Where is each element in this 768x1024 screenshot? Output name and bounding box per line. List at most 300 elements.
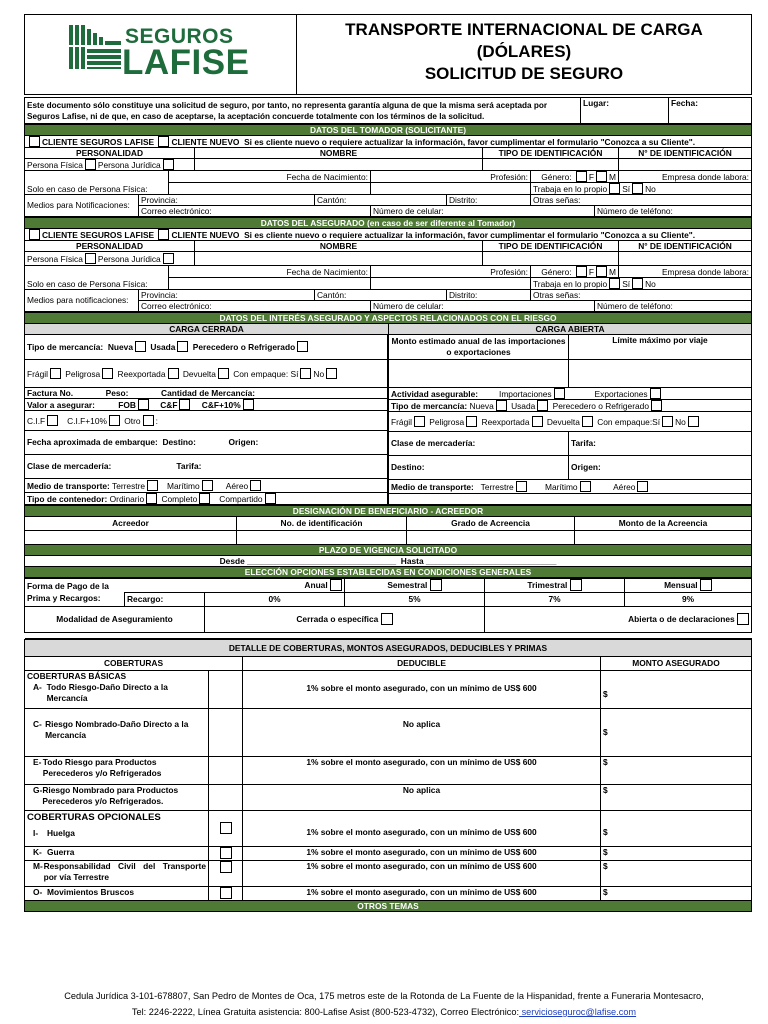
aseg-correo-field[interactable]	[139, 301, 371, 312]
aseg-trabaja-field	[531, 278, 656, 290]
terrestre-checkbox[interactable]	[147, 480, 158, 491]
nueva-checkbox[interactable]	[135, 341, 146, 352]
aereo-checkbox[interactable]	[250, 480, 261, 491]
cliente-nuevo-label: CLIENTE NUEVO	[171, 137, 240, 147]
monto-estimado-field[interactable]	[389, 359, 569, 387]
cob-g-check-cell[interactable]	[209, 784, 243, 810]
contenedor-label: Tipo de contenedor:	[27, 493, 108, 504]
limite-label: Límite máximo por viaje	[569, 335, 752, 359]
completo-checkbox[interactable]	[199, 493, 210, 504]
cob-k-code: K-	[33, 846, 42, 857]
trabaja-field	[531, 183, 656, 195]
empaque-right-no-checkbox[interactable]	[688, 416, 699, 427]
perecedero-checkbox[interactable]	[297, 341, 308, 352]
grado-field[interactable]	[407, 530, 575, 544]
medios-label: Medios para Notificaciones:	[25, 195, 139, 217]
clase-label: Clase de mercadería:	[27, 461, 112, 471]
terrestre-right-checkbox[interactable]	[516, 481, 527, 492]
genero-label: Género:	[541, 172, 572, 182]
maritimo-right-label: Marítimo	[545, 481, 578, 492]
disclaimer-table	[24, 97, 752, 124]
hasta-label: Hasta ____________________________	[400, 555, 557, 566]
mensual-option	[625, 578, 752, 592]
aseg-fecha-nac-label: Fecha de Nacimiento:	[169, 266, 371, 278]
medio-right-label: Medio de transporte:	[391, 481, 474, 492]
cliente-lafise-label: CLIENTE SEGUROS LAFISE	[42, 137, 155, 147]
cerrada-checkbox[interactable]	[381, 613, 393, 625]
correo-field[interactable]	[139, 206, 371, 217]
aseg-persona-juridica-checkbox[interactable]	[163, 253, 174, 264]
aseg-celular-field[interactable]	[371, 301, 595, 312]
medio-row-left	[25, 478, 388, 492]
cob-o-checkbox[interactable]	[220, 887, 232, 899]
aseg-personalidad-options	[25, 252, 195, 266]
cif10-checkbox[interactable]	[109, 415, 120, 426]
logo-text-lafise: LAFISE	[122, 43, 250, 82]
aseg-medios-label: Medios para notificaciones:	[25, 290, 139, 312]
aseg-profesion-field[interactable]	[371, 278, 531, 290]
fragil-row	[25, 359, 388, 387]
abierta-label: Abierta o de declaraciones	[628, 614, 735, 624]
anual-option	[125, 578, 345, 592]
peligrosa-label: Peligrosa	[65, 368, 101, 379]
semestral-label: Semestral	[387, 580, 428, 590]
cob-row-k	[25, 846, 209, 860]
cliente-lafise-checkbox[interactable]	[29, 136, 40, 147]
cob-i-deducible: 1% sobre el monto asegurado, con un mínimo de US$ 600	[243, 810, 601, 846]
empaque-right-si-label: Sí	[652, 416, 661, 427]
ben-num-id-header: No. de identificación	[237, 516, 407, 530]
clase-row-left	[25, 454, 388, 478]
cob-o-code: O-	[33, 886, 43, 897]
cif-checkbox[interactable]	[47, 415, 58, 426]
peligrosa-checkbox[interactable]	[102, 368, 113, 379]
ben-num-id-field[interactable]	[237, 530, 407, 544]
cif-row: C.I.F C.I.F+10% Otro :	[25, 410, 388, 430]
persona-juridica-label: Persona Jurídica	[97, 160, 161, 170]
cf10-label: C&F+10%	[201, 399, 241, 410]
aseg-personalidad-header: PERSONALIDAD	[25, 241, 195, 252]
monto-acreencia-field[interactable]	[575, 530, 752, 544]
carga-abierta-header: CARGA ABIERTA	[389, 324, 752, 335]
lugar-label: Lugar:	[583, 98, 610, 108]
aseg-cliente-lafise-label: CLIENTE SEGUROS LAFISE	[42, 230, 155, 240]
nueva-right-label: Nueva	[469, 400, 494, 411]
cob-o-monto[interactable]: $	[601, 886, 752, 900]
cantidad-label: Cantidad de Mercancía:	[161, 387, 256, 398]
ordinario-checkbox[interactable]	[146, 493, 157, 504]
fecha-nac-label: Fecha de Nacimiento:	[169, 171, 371, 183]
asegurado-table	[24, 217, 752, 312]
page-footer	[0, 988, 768, 1020]
exportaciones-checkbox[interactable]	[650, 388, 661, 399]
nombre-field[interactable]	[195, 159, 483, 171]
provincia-label: Provincia:	[141, 195, 178, 205]
trabaja-si-label: Sí	[622, 184, 631, 194]
aseg-num-id-header: N° DE IDENTIFICACIÓN	[619, 241, 752, 252]
terrestre-label: Terrestre	[112, 480, 146, 491]
aseg-otras-senas-field[interactable]	[531, 290, 752, 301]
usada-right-checkbox[interactable]	[537, 400, 548, 411]
maritimo-label: Marítimo	[167, 480, 200, 491]
aseg-persona-fisica-label: Persona Física	[27, 254, 83, 264]
distrito-field[interactable]	[447, 195, 531, 206]
cob-a-deducible: 1% sobre el monto asegurado, con un mínimo de US$ 600	[243, 670, 601, 708]
destino-label: Destino:	[162, 437, 196, 447]
aseg-genero-field	[531, 266, 619, 278]
tomador-client-row	[25, 136, 752, 148]
aseg-provincia-field[interactable]	[139, 290, 315, 301]
aseg-trabaja-si-label: Sí	[622, 279, 631, 289]
reexportada-right-label: Reexportada	[481, 416, 530, 427]
cob-opcionales-label: COBERTURAS OPCIONALES	[27, 811, 161, 823]
contenedor-row	[25, 492, 388, 504]
interes-table	[24, 312, 752, 335]
aseg-persona-fisica-checkbox[interactable]	[85, 253, 96, 264]
tomador-section-header: DATOS DEL TOMADOR (SOLICITANTE)	[25, 125, 752, 136]
otro-checkbox[interactable]	[143, 415, 154, 426]
cob-k-checkbox[interactable]	[220, 847, 232, 859]
cob-e-check-cell[interactable]	[209, 756, 243, 784]
desde-label: Desde ________________________________	[219, 555, 397, 566]
fecha-nac-field[interactable]	[169, 183, 371, 195]
empaque-right-si-checkbox[interactable]	[662, 416, 673, 427]
aseg-trabaja-si-checkbox[interactable]	[609, 278, 620, 289]
aseg-telefono-field[interactable]	[595, 301, 752, 312]
cob-row-m	[25, 860, 209, 886]
compartido-label: Compartido	[219, 493, 263, 504]
aereo-label: Aéreo	[225, 480, 249, 491]
cob-i-code: I-	[33, 827, 39, 838]
con-empaque-right-label: Con empaque:	[597, 416, 653, 427]
cob-i-checkbox[interactable]	[220, 822, 232, 834]
lugar-field[interactable]	[581, 98, 669, 124]
cob-o-check-cell	[209, 886, 243, 900]
fecha-label: Fecha:	[671, 98, 698, 108]
trabaja-no-checkbox[interactable]	[632, 183, 643, 194]
genero-f-label: F	[588, 172, 595, 182]
aereo-right-label: Aéreo	[613, 481, 636, 492]
mensual-label: Mensual	[664, 580, 698, 590]
asegurado-client-row	[25, 229, 752, 241]
fragil-label: Frágil	[27, 368, 48, 379]
aseg-celular-label: Número de celular:	[373, 301, 444, 311]
aseg-genero-label: Género:	[541, 267, 572, 277]
semestral-checkbox[interactable]	[430, 579, 442, 591]
reexportada-checkbox[interactable]	[168, 368, 179, 379]
telefono-label: Número de teléfono:	[597, 206, 673, 216]
monto-estimado-label: Monto estimado anual de las importaciones o exportaciones	[389, 335, 569, 359]
anual-checkbox[interactable]	[330, 579, 342, 591]
tipo-mercancia-right-label: Tipo de mercancía:	[391, 400, 468, 411]
asegurado-section-header: DATOS DEL ASEGURADO (en caso de ser diferente al Tomador)	[25, 218, 752, 229]
actividad-label: Actividad asegurable:	[391, 388, 479, 399]
cob-g-deducible: No aplica	[243, 784, 601, 810]
trimestral-option	[485, 578, 625, 592]
interes-section-header: DATOS DEL INTERÉS ASEGURADO Y ASPECTOS RELACIONADOS CON EL RIESGO	[25, 313, 752, 324]
aseg-fecha-nac-field[interactable]	[169, 278, 371, 290]
personalidad-options	[25, 159, 195, 171]
form-header	[24, 14, 752, 95]
cob-col3-header: MONTO ASEGURADO	[601, 656, 752, 670]
aseg-num-id-field[interactable]	[619, 252, 752, 266]
persona-fisica-label: Persona Física	[27, 160, 83, 170]
cob-i-monto[interactable]: $	[601, 810, 752, 846]
aseg-canton-label: Cantón:	[317, 290, 347, 300]
peligrosa-right-label: Peligrosa	[429, 416, 465, 427]
medio-label: Medio de transporte:	[27, 480, 110, 491]
cob-c-deducible: No aplica	[243, 708, 601, 756]
persona-juridica-checkbox[interactable]	[163, 159, 174, 170]
aseg-empresa-label: Empresa donde labora:	[619, 266, 752, 278]
cob-col1-header: COBERTURAS	[25, 656, 243, 670]
interes-detail-left	[24, 335, 388, 505]
aseg-genero-f-label: F	[588, 267, 595, 277]
genero-m-checkbox[interactable]	[596, 171, 607, 182]
profesion-label: Profesión:	[371, 171, 531, 183]
mensual-checkbox[interactable]	[700, 579, 712, 591]
actividad-row	[389, 387, 752, 399]
coberturas-section-header: DETALLE DE COBERTURAS, MONTOS ASEGURADOS, DEDUCIBLES Y PRIMAS	[25, 639, 752, 656]
personalidad-header: PERSONALIDAD	[25, 148, 195, 159]
importaciones-checkbox[interactable]	[554, 388, 565, 399]
aseg-cliente-nuevo-checkbox[interactable]	[158, 229, 169, 240]
cob-a-monto[interactable]: $	[601, 670, 752, 708]
tomador-table	[24, 124, 752, 217]
cob-row-i	[25, 810, 209, 846]
cob-g-monto[interactable]: $	[601, 784, 752, 810]
canton-field[interactable]	[315, 195, 447, 206]
distrito-label: Distrito:	[449, 195, 478, 205]
aseg-genero-m-label: M	[609, 267, 616, 277]
trimestral-label: Trimestral	[527, 580, 568, 590]
medio-row-right	[389, 479, 752, 493]
aseg-cliente-lafise-checkbox[interactable]	[29, 229, 40, 240]
nuevo-note: Si es cliente nuevo o requiere actualizar la información, favor cumplimentar el formulario "Conozca a su Cliente".	[244, 137, 696, 147]
tarifa-right-label: Tarifa:	[569, 431, 752, 455]
terrestre-right-label: Terrestre	[480, 481, 514, 492]
genero-field	[531, 171, 619, 183]
title-line-2: (DÓLARES)	[476, 42, 572, 61]
cob-basicas-label: COBERTURAS BÁSICAS	[27, 670, 127, 681]
monto-acreencia-header: Monto de la Acreencia	[575, 516, 752, 530]
cf-label: C&F	[160, 399, 178, 410]
trabaja-no-label: No	[645, 184, 656, 194]
anual-label: Anual	[304, 580, 328, 590]
tipo-mercancia-label: Tipo de mercancía:	[27, 342, 104, 353]
tipo-id-field[interactable]	[483, 159, 619, 171]
cob-a-check-cell[interactable]	[209, 670, 243, 708]
genero-m-label: M	[609, 172, 616, 182]
tarifa-label: Tarifa:	[176, 461, 202, 471]
trabaja-label: Trabaja en lo propio	[533, 184, 608, 194]
aseg-distrito-field[interactable]	[447, 290, 531, 301]
reexportada-right-checkbox[interactable]	[532, 416, 543, 427]
persona-fisica-checkbox[interactable]	[85, 159, 96, 170]
empresa-label: Empresa donde labora:	[619, 171, 752, 183]
recargo-mensual: 9%	[625, 592, 752, 606]
compartido-checkbox[interactable]	[265, 493, 276, 504]
carga-cerrada-header: CARGA CERRADA	[25, 324, 389, 335]
cob-c-check-cell[interactable]	[209, 708, 243, 756]
fob-label: FOB	[118, 399, 136, 410]
cob-c-code: C-	[33, 718, 42, 729]
cf-checkbox[interactable]	[179, 399, 190, 410]
acreedor-field[interactable]	[25, 530, 237, 544]
celular-label: Número de celular:	[373, 206, 444, 216]
otro-label: Otro	[124, 415, 141, 426]
tipo-mercancia-right-row	[389, 399, 752, 411]
aseg-provincia-label: Provincia:	[141, 290, 178, 300]
abierta-checkbox[interactable]	[737, 613, 749, 625]
cob-a-label: Todo Riesgo-Daño Directo a la Mercancía	[46, 681, 168, 703]
empaque-si-label: Sí	[290, 368, 299, 379]
footer-address: Cedula Jurídica 3-101-678807, San Pedro de Montes de Oca, 175 metros este de la Rotonda de La Fuente de la Hispanidad, frente a Funeraria Montesacro,	[64, 991, 704, 1001]
maritimo-right-checkbox[interactable]	[580, 481, 591, 492]
title-line-3: SOLICITUD DE SEGURO	[424, 64, 624, 83]
disclaimer-text: Este documento sólo constituye una solicitud de seguro, por tanto, no representa garantía alguna de que la misma será aceptada por Seguros Lafise, ni de que, en caso de aceptarse, la aceptación concuerde totalmente con los términos de la solicitud.	[25, 98, 581, 124]
trabaja-si-checkbox[interactable]	[609, 183, 620, 194]
cob-k-deducible: 1% sobre el monto asegurado, con un mínimo de US$ 600	[243, 846, 601, 860]
opciones-section-header: ELECCIÓN OPCIONES ESTABLECIDAS EN CONDICIONES GENERALES	[25, 566, 752, 577]
provincia-field[interactable]	[139, 195, 315, 206]
aereo-right-checkbox[interactable]	[637, 481, 648, 492]
aseg-nombre-field[interactable]	[195, 252, 483, 266]
opciones-table	[24, 578, 752, 639]
recargo-anual: 0%	[205, 592, 345, 606]
limite-field[interactable]	[569, 359, 752, 387]
usada-right-label: Usada	[511, 400, 536, 411]
devuelta-right-checkbox[interactable]	[582, 416, 593, 427]
title-line-1: TRANSPORTE INTERNACIONAL DE CARGA	[345, 20, 703, 39]
importaciones-label: Importaciones	[499, 388, 552, 399]
fob-checkbox[interactable]	[138, 399, 149, 410]
vigencia-row[interactable]	[25, 555, 752, 566]
aseg-persona-juridica-label: Persona Jurídica	[97, 254, 161, 264]
aseg-profesion-label: Profesión:	[371, 266, 531, 278]
footer-email-link[interactable]: servicioseguroc@lafise.com	[519, 1007, 637, 1017]
forma-pago-label: Forma de Pago de la Prima y Recargos:	[25, 578, 125, 606]
factura-row	[25, 387, 388, 398]
profesion-field[interactable]	[371, 183, 531, 195]
cf10-checkbox[interactable]	[243, 399, 254, 410]
fragil-checkbox[interactable]	[50, 368, 61, 379]
cob-k-label: Guerra	[47, 846, 75, 857]
canton-label: Cantón:	[317, 195, 347, 205]
num-id-field[interactable]	[619, 159, 752, 171]
footer-contact	[0, 1004, 768, 1020]
acreedor-header: Acreedor	[25, 516, 237, 530]
coberturas-table	[24, 639, 752, 912]
nombre-header: NOMBRE	[195, 148, 483, 159]
cob-row-e	[25, 756, 209, 784]
aseg-distrito-label: Distrito:	[449, 290, 478, 300]
peligrosa-right-checkbox[interactable]	[466, 416, 477, 427]
aseg-trabaja-no-checkbox[interactable]	[632, 278, 643, 289]
cob-m-check-cell	[209, 860, 243, 886]
cif-label: C.I.F	[27, 415, 46, 426]
aseg-solo-fisica-label: Solo en caso de Persona Física:	[25, 266, 169, 290]
reexportada-label: Reexportada	[117, 368, 166, 379]
fecha-field[interactable]	[669, 98, 752, 124]
interes-detail-right	[388, 335, 752, 505]
modalidad-label: Modalidad de Aseguramiento	[25, 606, 205, 632]
perecedero-right-label: Perecedero o Refrigerado	[552, 400, 649, 411]
completo-label: Completo	[161, 493, 198, 504]
cob-a-code: A-	[33, 681, 42, 692]
aseg-genero-m-checkbox[interactable]	[596, 266, 607, 277]
embarque-row	[25, 430, 388, 454]
valor-label: Valor a asegurar:	[27, 399, 95, 410]
aseg-trabaja-no-label: No	[645, 279, 656, 289]
nueva-right-checkbox[interactable]	[496, 400, 507, 411]
aseg-canton-field[interactable]	[315, 290, 447, 301]
vigencia-section-header: PLAZO DE VIGENCIA SOLICITADO	[25, 544, 752, 555]
contenedor-right-blank	[389, 493, 752, 504]
cob-g-label: Riesgo Nombrado para Productos Perecederos y/o Refrigerados.	[42, 784, 179, 806]
fragil-right-checkbox[interactable]	[414, 416, 425, 427]
cliente-nuevo-checkbox[interactable]	[158, 136, 169, 147]
form-page	[24, 14, 752, 912]
trimestral-checkbox[interactable]	[570, 579, 582, 591]
otras-senas-field[interactable]	[531, 195, 752, 206]
factura-label: Factura No.	[27, 387, 74, 398]
devuelta-checkbox[interactable]	[218, 368, 229, 379]
num-id-header: N° DE IDENTIFICACIÓN	[619, 148, 752, 159]
cob-e-monto[interactable]: $	[601, 756, 752, 784]
empaque-si-checkbox[interactable]	[300, 368, 311, 379]
fragil-right-row	[389, 411, 752, 431]
cob-k-monto[interactable]: $	[601, 846, 752, 860]
correo-label: Correo electrónico:	[141, 206, 212, 216]
telefono-field[interactable]	[595, 206, 752, 217]
destino-right-label: Destino:	[389, 455, 569, 479]
cob-c-monto[interactable]: $	[601, 708, 752, 756]
solo-fisica-label: Solo en caso de Persona Física:	[25, 171, 169, 195]
cerrada-label: Cerrada o específica	[296, 614, 379, 624]
aseg-tipo-id-field[interactable]	[483, 252, 619, 266]
recargo-label: Recargo:	[125, 592, 205, 606]
perecedero-right-checkbox[interactable]	[651, 400, 662, 411]
cob-m-checkbox[interactable]	[220, 861, 232, 873]
aseg-cliente-nuevo-label: CLIENTE NUEVO	[171, 230, 240, 240]
otras-senas-label: Otras señas:	[533, 195, 581, 205]
exportaciones-label: Exportaciones	[594, 388, 648, 399]
maritimo-checkbox[interactable]	[202, 480, 213, 491]
tipo-mercancia-row	[25, 335, 388, 359]
aseg-correo-label: Correo electrónico:	[141, 301, 212, 311]
recargo-trimestral: 7%	[485, 592, 625, 606]
ordinario-label: Ordinario	[109, 493, 145, 504]
usada-checkbox[interactable]	[177, 341, 188, 352]
cob-k-check-cell	[209, 846, 243, 860]
grado-header: Grado de Acreencia	[407, 516, 575, 530]
cerrada-option	[205, 606, 485, 632]
empaque-no-checkbox[interactable]	[326, 368, 337, 379]
celular-field[interactable]	[371, 206, 595, 217]
con-empaque-label: Con empaque:	[233, 368, 289, 379]
fragil-right-label: Frágil	[391, 416, 412, 427]
empaque-right-no-label: No	[675, 416, 686, 427]
cob-e-code: E-	[33, 756, 42, 767]
genero-f-checkbox[interactable]	[576, 171, 587, 182]
aseg-genero-f-checkbox[interactable]	[576, 266, 587, 277]
cob-m-monto[interactable]: $	[601, 860, 752, 886]
cob-row-a	[25, 670, 209, 708]
beneficiario-section-header: DESIGNACIÓN DE BENEFICIARIO - ACREEDOR	[25, 505, 752, 516]
nueva-label: Nueva	[107, 342, 133, 353]
aseg-telefono-label: Número de teléfono:	[597, 301, 673, 311]
